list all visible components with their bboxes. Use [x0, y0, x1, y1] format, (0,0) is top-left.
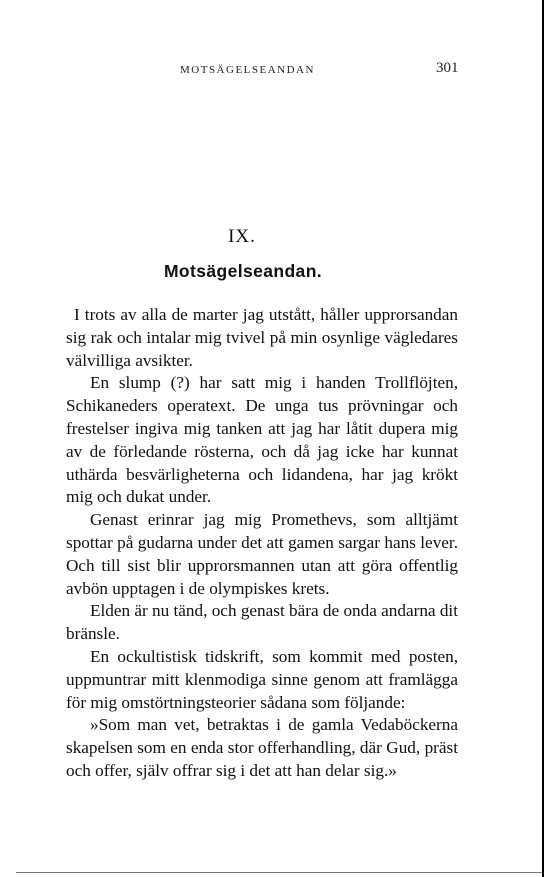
chapter-number: IX. [228, 226, 256, 247]
paragraph: Elden är nu tänd, och genast bära de onda andarna dit bränsle. [66, 601, 458, 644]
chapter-title: Motsägelseandan. [163, 261, 323, 281]
paragraph: En ockultistisk tidskrift, som kommit med posten, uppmuntrar mitt klenmodiga sinne genom att framlägga för mig omstörtningsteorier sådana som följande: [66, 646, 458, 712]
bottom-edge-line [16, 872, 542, 873]
paragraph: »Som man vet, betraktas i de gamla Vedaböckerna skapelsen som en enda stor offerhandling, där Gud, präst och offer, själv offrar sig i det att han delar sig.» [66, 715, 458, 780]
page-number: 301 [436, 60, 459, 76]
paragraph: Genast erinrar jag mig Promethevs, som alltjämt spottar på gudarna under det att gamen sargar hans lever. Och till sist blir upprorsmannen utan att göra offentlig avbön upptagen i de olympiskes krets. [66, 510, 458, 598]
running-header-title: MOTSÄGELSEANDAN [180, 64, 315, 76]
paragraph: En slump (?) har satt mig i handen Trollflöjten, Schikaneders operatext. De unga tus prövningar och frestelser ingiva mig tanken att jag har låtit dupera mig av de förledande rösterna, och då jag icke har kunnat uthärda besvärligheterna och lidandena, har jag krökt mig och dukat under. [66, 373, 458, 507]
paragraph: I trots av alla de marter jag utstått, håller upprorsandan sig rak och intalar mig tvivel på min osynlige vägledares välvilliga avsikter. [66, 305, 458, 370]
body-text [66, 304, 458, 783]
